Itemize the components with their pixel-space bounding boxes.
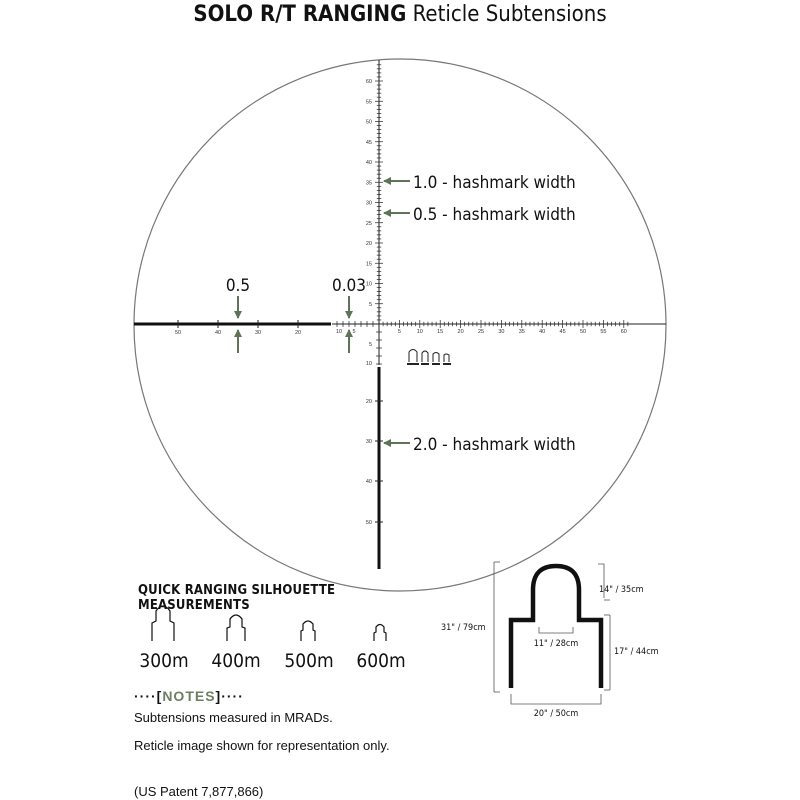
horizontal-left-large-tick-label: 50 (174, 330, 182, 336)
vertical-upper-tick-label: 15 (365, 261, 372, 268)
horizontal-left-large-tick-label: 40 (214, 330, 222, 336)
label-2-hashmark: 2.0 - hashmark width (413, 435, 576, 455)
tick-labels (175, 79, 627, 526)
note-line-1: Subtensions measured in MRADs. (134, 710, 333, 725)
vertical-upper-tick-label: 40 (365, 160, 372, 166)
horizontal-right-tick-label: 40 (539, 329, 546, 335)
vertical-upper-tick-label: 20 (365, 241, 372, 247)
silhouette-600m-icon (374, 625, 386, 642)
horizontal-right-tick-label: 35 (518, 329, 525, 335)
horizontal-left-tick-label: 10 (335, 329, 343, 335)
silhouette-section (138, 583, 428, 613)
title-light: Reticle Subtensions (412, 2, 607, 27)
vertical-lower-large-tick-label: 50 (365, 520, 372, 526)
silhouette-heading: QUICK RANGING SILHOUETTE MEASUREMENTS (138, 583, 336, 613)
label-left-gap: 0.5 (225, 276, 251, 296)
range-label-600m: 600m (356, 650, 406, 672)
range-label-400m: 400m (211, 650, 261, 672)
vertical-upper-tick-label: 35 (365, 180, 372, 187)
vertical-upper-tick-label: 45 (365, 139, 372, 146)
notes-heading-word: NOTES (162, 688, 216, 704)
vertical-lower-tick-label: 5 (368, 342, 372, 348)
range-label-500m: 500m (284, 650, 334, 672)
dim-neck: 11" / 28cm (533, 639, 579, 649)
horizontal-left-large-tick-label: 20 (294, 330, 302, 336)
vertical-upper-tick-label: 55 (365, 99, 372, 106)
horizontal-left-large-tick-label: 30 (254, 330, 262, 336)
title-bold: SOLO R/T RANGING (193, 2, 407, 27)
dim-width: 20" / 50cm (533, 709, 579, 719)
vertical-lower-large-tick-label: 20 (365, 399, 372, 405)
silhouette-500m-icon (301, 621, 315, 641)
silhouette-detail-shape (511, 566, 601, 688)
horizontal-right-tick-label: 10 (416, 329, 423, 335)
horizontal-right-tick-label: 55 (600, 329, 607, 335)
note-line-2: Reticle image shown for representation only. (134, 738, 390, 753)
vertical-upper-tick-label: 5 (368, 301, 372, 308)
label-1-hashmark: 1.0 - hashmark width (413, 173, 576, 193)
horizontal-right-tick-label: 15 (437, 329, 444, 335)
horizontal-right-tick-label: 30 (498, 329, 505, 335)
notes-section (134, 688, 474, 799)
vertical-lower-large-tick-label: 40 (365, 479, 372, 485)
horizontal-right-tick-label: 20 (457, 329, 464, 335)
horizontal-right-tick-label: 50 (579, 329, 587, 335)
notes-dots-left: ····[ (134, 688, 163, 704)
range-label-300m: 300m (139, 650, 189, 672)
vertical-lower-large-tick-label: 30 (365, 439, 372, 445)
vertical-upper-tick-label: 30 (365, 200, 372, 207)
notes-dots-right: ]···· (215, 688, 244, 704)
horizontal-right-tick-label: 45 (559, 329, 566, 335)
dim-head: 14" / 35cm (599, 585, 644, 595)
vertical-upper-tick-label: 25 (365, 220, 372, 227)
vertical-lower-tick-label: 10 (365, 361, 372, 367)
label-center-gap: 0.03 (331, 276, 367, 296)
dim-height: 31" / 79cm (441, 623, 486, 633)
horizontal-right-tick-label: 60 (620, 329, 627, 335)
horizontal-right-tick-label: 25 (477, 329, 485, 335)
range-labels (139, 650, 405, 672)
vertical-upper-tick-label: 60 (365, 79, 372, 85)
vertical-upper-tick-label: 50 (365, 119, 372, 126)
note-patent: (US Patent 7,877,866) (134, 784, 264, 799)
silhouette-400m-icon (227, 615, 245, 641)
center-silhouettes (409, 350, 449, 363)
horizontal-right-tick-label: 5 (397, 329, 401, 335)
vertical-upper-tick-label: 10 (365, 281, 372, 288)
label-05-hashmark: 0.5 - hashmark width (413, 205, 576, 225)
dim-body: 17" / 44cm (614, 647, 659, 657)
notes-heading (134, 688, 474, 704)
horizontal-left-tick-label: 5 (352, 329, 356, 335)
